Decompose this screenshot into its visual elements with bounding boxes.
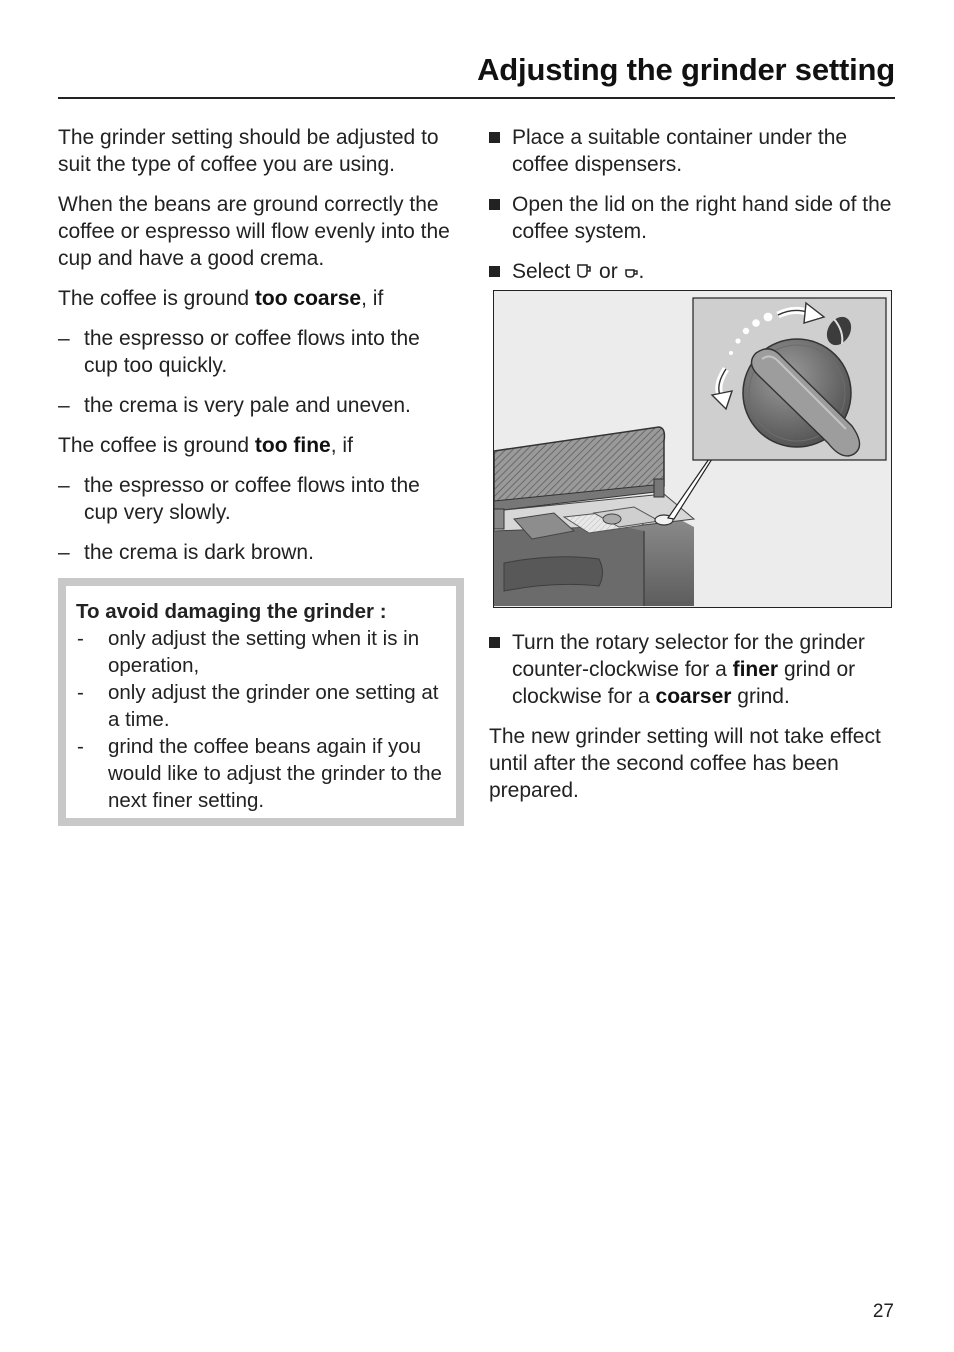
coffee-cup-icon [576, 259, 593, 286]
warning-content [66, 586, 456, 818]
grinder-rotary-selector-illustration [494, 291, 890, 606]
warning-title: To avoid damaging the grinder : [76, 600, 387, 623]
step-item: Select or . [489, 258, 899, 286]
finer-term: finer [732, 658, 779, 681]
left-column [58, 124, 458, 579]
note-paragraph: The new grinder setting will not take effect until after the second coffee has been prepared. [489, 725, 881, 802]
right-column-lower [489, 629, 899, 817]
espresso-cup-icon [624, 259, 639, 286]
list-item: – the espresso or coffee flows into the cup very slowly. [58, 474, 420, 524]
page-number: 27 [872, 1301, 894, 1322]
too-coarse-term: too coarse [254, 287, 362, 310]
coarser-term: coarser [655, 685, 732, 708]
too-coarse-paragraph: The coffee is ground too coarse, if [58, 287, 384, 310]
list-item: – the espresso or coffee flows into the cup too quickly. [58, 327, 420, 377]
warning-item: - only adjust the setting when it is in operation, [77, 627, 420, 677]
warning-item: - grind the coffee beans again if you would like to adjust the grinder to the next finer setting. [77, 735, 442, 812]
square-bullet-icon [489, 637, 500, 648]
title-rule [58, 97, 895, 99]
too-fine-term: too fine [254, 434, 331, 457]
list-item: – the crema is very pale and uneven. [58, 394, 411, 417]
page-title: Adjusting the grinder setting [477, 52, 895, 87]
square-bullet-icon [489, 132, 500, 143]
correct-grind-paragraph: When the beans are ground correctly the coffee or espresso will flow evenly into the cup and have a good crema. [58, 193, 450, 270]
step-item: Place a suitable container under the coffee dispensers. [489, 124, 899, 178]
square-bullet-icon [489, 199, 500, 210]
step-item: Open the lid on the right hand side of the coffee system. [489, 191, 899, 245]
warning-item: - only adjust the grinder one setting at a time. [77, 681, 439, 731]
warning-box [58, 578, 464, 826]
step-item: Turn the rotary selector for the grinder counter-clockwise for a finer grind or clockwise for a coarser grind. [489, 629, 899, 710]
list-item: – the crema is dark brown. [58, 541, 314, 564]
square-bullet-icon [489, 266, 500, 277]
too-fine-paragraph: The coffee is ground too fine, if [58, 434, 353, 457]
grinder-figure [493, 290, 892, 608]
intro-paragraph: The grinder setting should be adjusted to suit the type of coffee you are using. [58, 126, 439, 176]
right-column [489, 124, 899, 299]
